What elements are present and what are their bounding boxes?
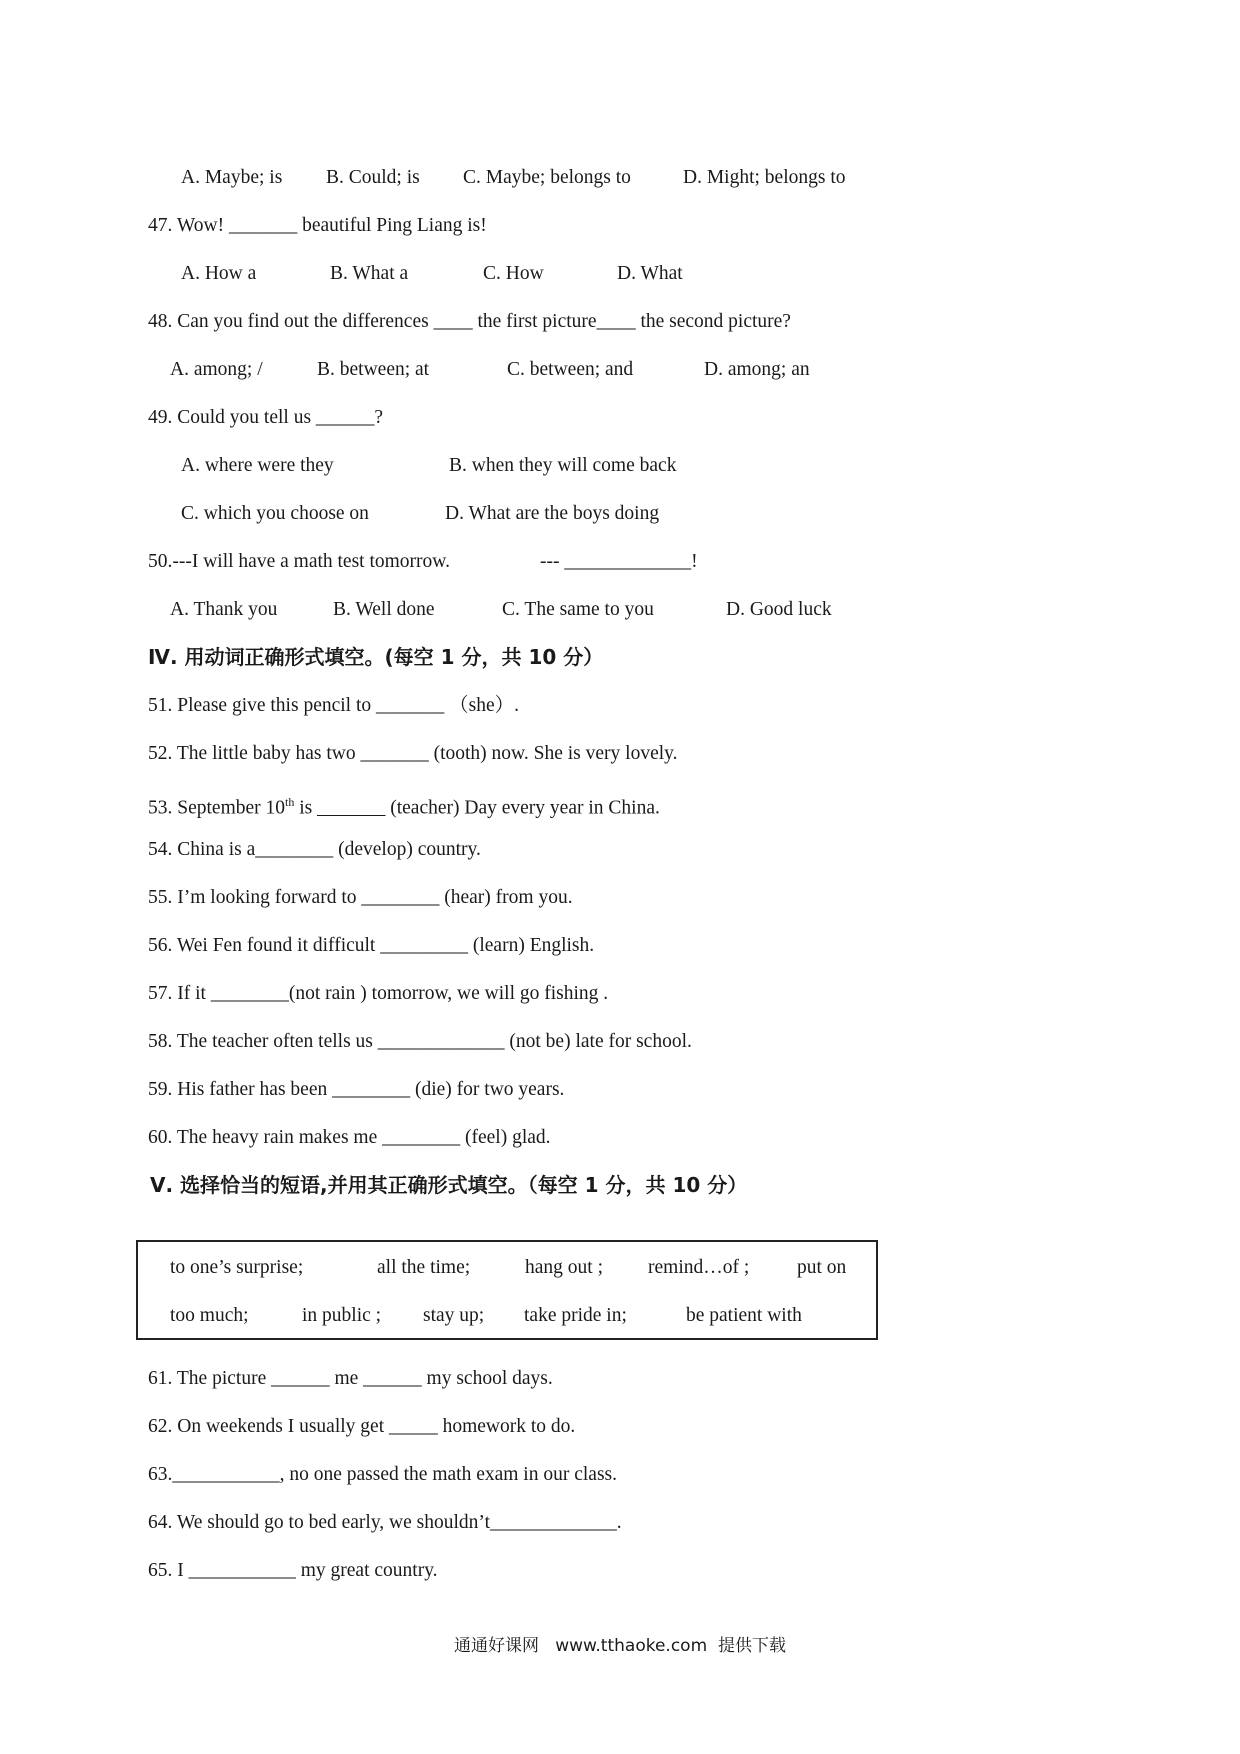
q48-option-b: B. between; at (317, 359, 430, 380)
question-62: 62. On weekends I usually get _____ homework to do. (148, 1416, 576, 1437)
q48-option-a: A. among; / (170, 359, 263, 380)
q47-option-d: D. What (617, 263, 683, 284)
question-59: 59. His father has been ________ (die) for two years. (148, 1079, 565, 1100)
q49-stem: 49. Could you tell us ______? (148, 407, 384, 428)
phrase-item: to one’s surprise; (170, 1257, 304, 1278)
question-61: 61. The picture ______ me ______ my school days. (148, 1368, 553, 1389)
question-60: 60. The heavy rain makes me ________ (feel) glad. (148, 1127, 551, 1148)
q48-option-d: D. among; an (704, 359, 810, 380)
question-55: 55. I’m looking forward to ________ (hear) from you. (148, 887, 573, 908)
question-64: 64. We should go to bed early, we shouldn’t_____________. (148, 1512, 622, 1533)
q48-stem: 48. Can you find out the differences ____ the first picture____ the second picture? (148, 311, 791, 332)
phrase-item: be patient with (686, 1305, 802, 1326)
q46-option-d: D. Might; belongs to (683, 167, 846, 188)
section-4-heading: Ⅳ. 用动词正确形式填空。(每空 1 分，共 10 分） (148, 645, 604, 669)
q46-option-c: C. Maybe; belongs to (463, 167, 631, 188)
q47-option-a: A. How a (181, 263, 257, 284)
question-53-suffix: th (285, 795, 295, 809)
phrase-item: in public ; (302, 1305, 382, 1326)
q48-option-c: C. between; and (507, 359, 634, 380)
q49-option-a: A. where were they (181, 455, 334, 476)
question-58: 58. The teacher often tells us _____________ (not be) late for school. (148, 1031, 692, 1052)
q47-stem: 47. Wow! _______ beautiful Ping Liang is! (148, 215, 487, 236)
q49-option-d: D. What are the boys doing (445, 503, 660, 524)
phrase-item: hang out ; (525, 1257, 603, 1278)
q46-option-b: B. Could; is (326, 167, 420, 188)
phrase-item: stay up; (423, 1305, 485, 1326)
question-52: 52. The little baby has two _______ (tooth) now. She is very lovely. (148, 743, 678, 764)
question-53-prefix: 53. September 10 (148, 797, 286, 819)
phrase-item: put on (797, 1257, 847, 1278)
phrase-item: all the time; (377, 1257, 471, 1278)
phrase-item: too much; (170, 1305, 249, 1326)
q50-option-a: A. Thank you (170, 599, 278, 620)
q49-option-b: B. when they will come back (449, 455, 677, 476)
question-65: 65. I ___________ my great country. (148, 1560, 438, 1581)
q47-option-c: C. How (483, 263, 544, 284)
question-53-rest: is _______ (teacher) Day every year in China. (294, 797, 660, 819)
q50-option-b: B. Well done (333, 599, 435, 620)
phrase-item: remind…of ; (648, 1257, 750, 1278)
q50-option-c: C. The same to you (502, 599, 654, 620)
section-5-heading: Ⅴ. 选择恰当的短语,并用其正确形式填空。（每空 1 分，共 10 分） (150, 1173, 748, 1197)
question-56: 56. Wei Fen found it difficult _________ (learn) English. (148, 935, 595, 956)
phrase-item: take pride in; (524, 1305, 627, 1326)
question-63: 63.___________, no one passed the math exam in our class. (148, 1464, 617, 1485)
q49-option-c: C. which you choose on (181, 503, 369, 524)
question-57: 57. If it ________(not rain ) tomorrow, we will go fishing . (148, 983, 609, 1004)
q46-option-a: A. Maybe; is (181, 167, 283, 188)
q50-response: --- _____________! (540, 551, 698, 572)
q50-option-d: D. Good luck (726, 599, 832, 620)
question-53 (148, 790, 660, 821)
question-54: 54. China is a________ (develop) country. (148, 839, 481, 860)
q50-stem: 50.---I will have a math test tomorrow. (148, 551, 450, 572)
question-51: 51. Please give this pencil to _______ （she）. (148, 695, 519, 716)
page-footer: 通通好课网 www.tthaoke.com 提供下载 (454, 1636, 786, 1656)
q47-option-b: B. What a (330, 263, 409, 284)
